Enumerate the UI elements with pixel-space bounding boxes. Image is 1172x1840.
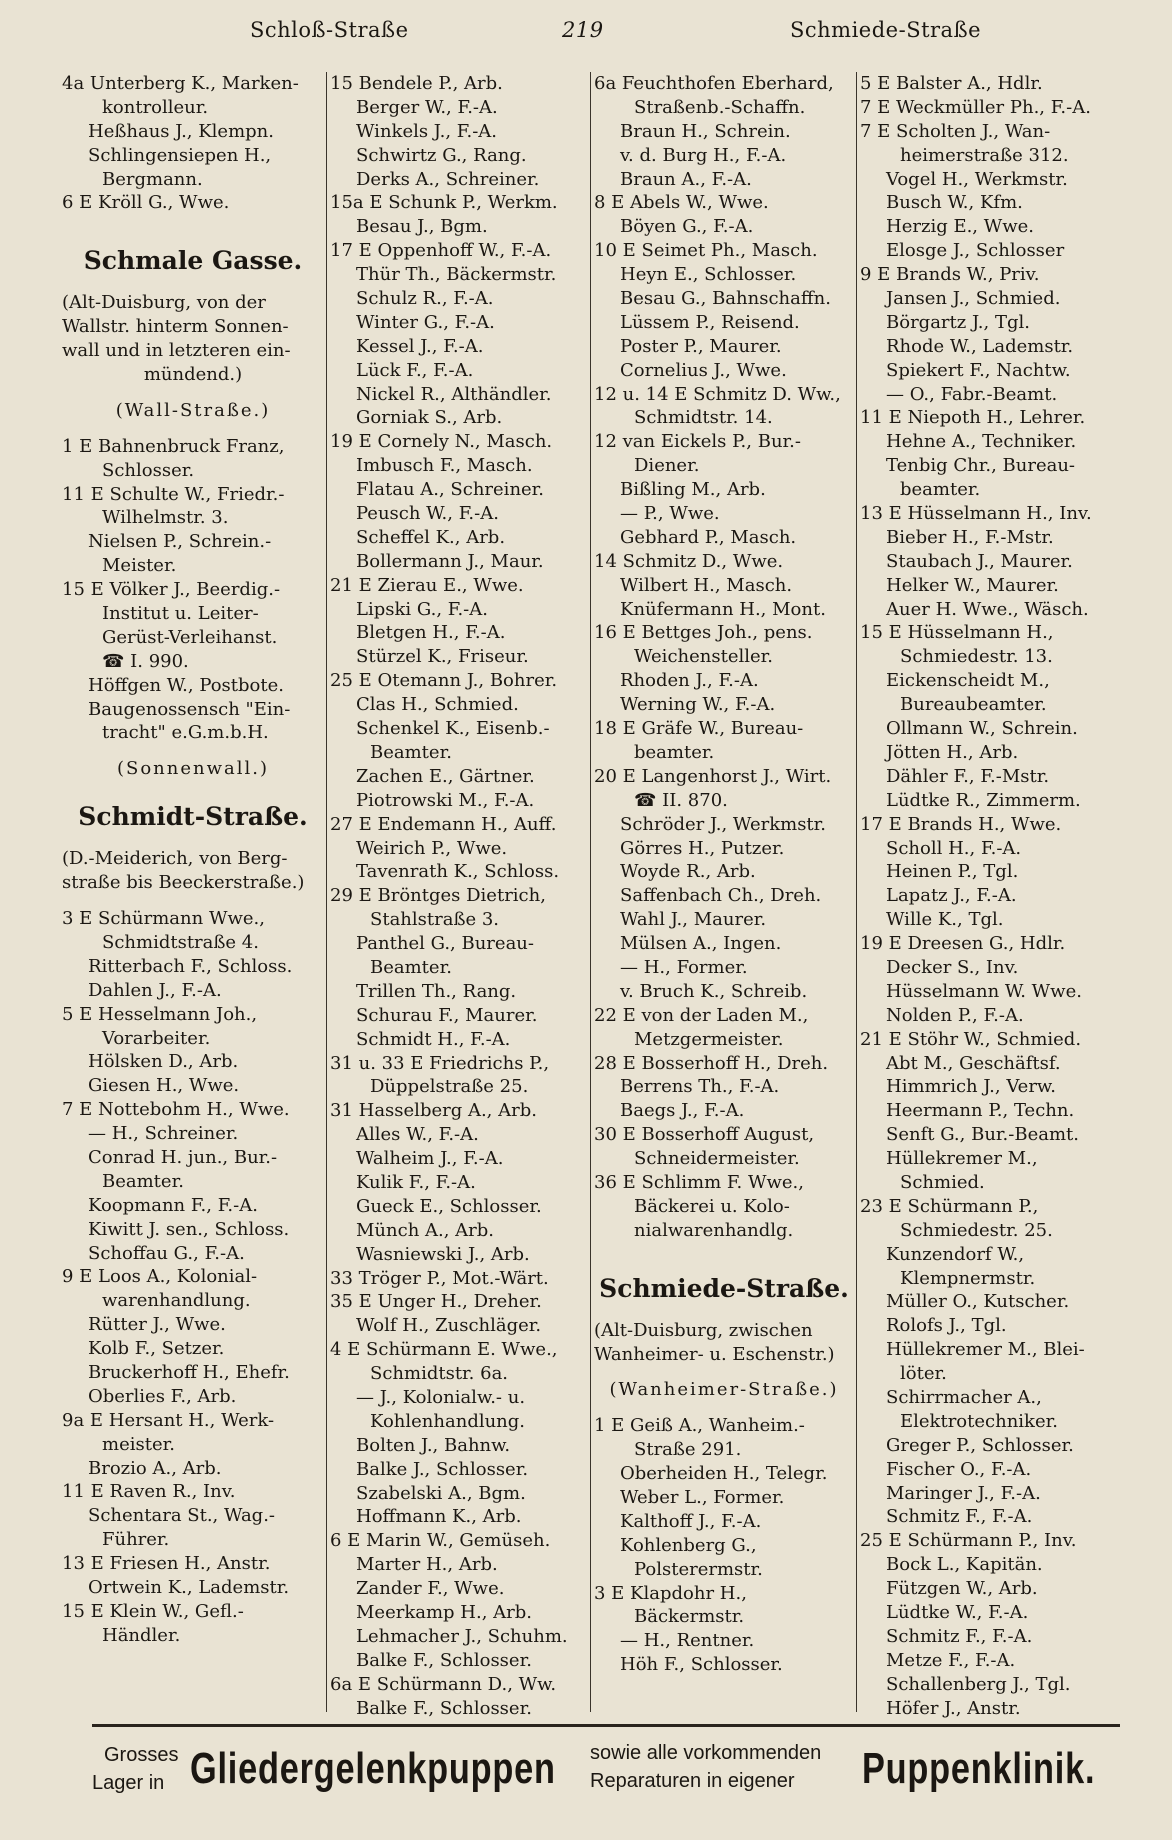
directory-entry-line: Staubach J., Maurer.	[886, 550, 1073, 572]
directory-entry-line: ☎ II. 870.	[634, 789, 728, 811]
directory-entry-line: Besau G., Bahnschaffn.	[620, 288, 831, 310]
directory-entry-line: v. d. Burg H., F.-A.	[620, 144, 787, 166]
directory-entry-line: Greger P., Schlosser.	[886, 1434, 1074, 1456]
directory-entry-line: Senft G., Bur.-Beamt.	[886, 1124, 1079, 1146]
directory-entry-line: tracht" e.G.m.b.H.	[102, 722, 269, 744]
directory-entry-line: v. Bruch K., Schreib.	[620, 980, 808, 1002]
directory-entry-line: wall und in letzteren ein-	[62, 340, 291, 362]
directory-entry-line: Hehne A., Techniker.	[886, 431, 1077, 453]
directory-entry-line: Nielsen P., Schrein.-	[88, 531, 272, 553]
directory-entry-line: Hüllekremer M., Blei-	[886, 1339, 1085, 1361]
directory-entry-line: Braun A., F.-A.	[620, 168, 752, 190]
directory-entry-line: Metzgermeister.	[634, 1028, 784, 1050]
directory-entry-line: mündend.)	[143, 364, 243, 386]
directory-entry-line: 29 E Bröntges Dietrich,	[330, 885, 546, 907]
directory-entry-line: Meerkamp H., Arb.	[356, 1602, 533, 1623]
directory-entry-line: 9 E Brands W., Priv.	[860, 264, 1040, 286]
directory-entry-line: Scholl H., F.-A.	[886, 837, 1022, 859]
directory-entry-line: Weirich P., Wwe.	[356, 837, 508, 859]
directory-entry-line: — J., Kolonialw.- u.	[356, 1386, 526, 1408]
directory-entry-line: Heyn E., Schlosser.	[620, 264, 797, 286]
directory-entry-line: Bock L., Kapitän.	[886, 1554, 1043, 1576]
directory-entry-line: 31 Hasselberg A., Arb.	[330, 1100, 537, 1122]
directory-entry-line: Wolf H., Zuschläger.	[356, 1315, 542, 1337]
directory-entry-line: Spiekert F., Nachtw.	[886, 359, 1071, 381]
directory-entry-line: 12 van Eickels P., Bur.-	[594, 431, 801, 453]
directory-entry-line: Schenkel K., Eisenb.-	[356, 718, 550, 740]
directory-entry-line: Klempnermstr.	[900, 1267, 1036, 1289]
directory-entry-line: beamter.	[900, 479, 981, 501]
directory-entry-line: 13 E Hüsselmann H., Inv.	[860, 503, 1092, 525]
directory-entry-line: 15 E Völker J., Beerdig.-	[62, 579, 281, 601]
ad-gliedergelenkpuppen: Gliedergelenkpuppen	[190, 1744, 556, 1793]
directory-entry-line: (Wanheimer-Straße.)	[609, 1379, 839, 1401]
directory-entry-line: Müller O., Kutscher.	[886, 1291, 1070, 1313]
directory-entry-line: Schoffau G., F.-A.	[88, 1242, 245, 1264]
directory-entry-line: — H., Rentner.	[620, 1630, 755, 1652]
directory-entry-line: Beamter.	[370, 956, 452, 978]
spacer	[62, 835, 324, 847]
directory-entry-line: Bruckerhoff H., Ehefr.	[88, 1361, 290, 1383]
directory-entry-line: 36 E Schlimm F. Wwe.,	[594, 1171, 804, 1193]
directory-entry-line: Brozio A., Arb.	[88, 1457, 222, 1479]
directory-entry-line: 33 Tröger P., Mot.-Wärt.	[330, 1267, 549, 1289]
spacer	[62, 279, 324, 291]
street-heading: Schmiede-Straße.	[599, 1273, 849, 1303]
directory-entry-line: Vogel H., Werkmstr.	[886, 168, 1068, 190]
directory-entry-line: Ortwein K., Lademstr.	[88, 1576, 290, 1598]
directory-entry-line: Börgartz J., Tgl.	[886, 311, 1030, 333]
directory-entry-line: Busch W., Kfm.	[886, 192, 1023, 214]
directory-entry-line: Schurau F., Maurer.	[356, 1004, 538, 1026]
directory-entry-line: Bergmann.	[102, 168, 203, 190]
directory-entry-line: Oberheiden H., Telegr.	[620, 1463, 828, 1485]
directory-entry-line: Helker W., Maurer.	[886, 574, 1059, 596]
directory-entry-line: Rütter J., Wwe.	[88, 1314, 226, 1336]
directory-entry-line: Wahl J., Maurer.	[620, 909, 767, 931]
directory-entry-line: löter.	[900, 1363, 947, 1385]
directory-entry-line: 1 E Geiß A., Wanheim.-	[594, 1415, 805, 1437]
directory-entry-line: Schmidtstr. 14.	[634, 407, 773, 429]
directory-entry-line: Jansen J., Schmied.	[886, 288, 1061, 310]
directory-entry-line: — H., Schreiner.	[88, 1123, 239, 1145]
directory-entry-line: Ritterbach F., Schloss.	[88, 955, 293, 977]
directory-entry-line: Metze F., F.-A.	[886, 1649, 1016, 1671]
directory-entry-line: Panthel G., Bureau-	[356, 933, 534, 955]
ad-sowie: sowie alle vorkommenden	[590, 1742, 822, 1764]
directory-entry-line: Schmidtstr. 6a.	[370, 1363, 509, 1385]
directory-entry-line: nialwarenhandlg.	[634, 1219, 794, 1241]
directory-entry-line: Vorarbeiter.	[102, 1027, 211, 1049]
column-divider	[590, 72, 591, 1712]
directory-entry-line: 10 E Seimet Ph., Masch.	[594, 240, 818, 262]
directory-entry-line: Hoffmann K., Arb.	[356, 1506, 522, 1528]
directory-entry-line: Höffgen W., Postbote.	[88, 674, 284, 696]
street-heading: Schmale Gasse.	[83, 246, 303, 276]
directory-entry-line: 21 E Zierau E., Wwe.	[330, 574, 524, 596]
directory-entry-line: Polsterermstr.	[634, 1558, 763, 1580]
directory-entry-line: Thür Th., Bäckermstr.	[356, 264, 557, 286]
directory-entry-line: Rhoden J., F.-A.	[620, 670, 759, 692]
header-left-street: Schloß-Straße	[250, 18, 409, 42]
directory-entry-line: heimerstraße 312.	[900, 144, 1069, 166]
spacer	[62, 387, 324, 399]
directory-entry-line: Bletgen H., F.-A.	[356, 622, 506, 644]
directory-entry-line: Wille K., Tgl.	[886, 909, 1004, 931]
directory-entry-line: ☎ I. 990.	[102, 650, 189, 672]
directory-entry-line: Jötten H., Arb.	[886, 741, 1019, 763]
directory-entry-line: — H., Former.	[620, 956, 748, 978]
directory-entry-line: Höfer J., Anstr.	[886, 1697, 1021, 1719]
directory-entry-line: Bureaubeamter.	[900, 694, 1047, 716]
directory-entry-line: 30 E Bosserhoff August,	[594, 1124, 815, 1146]
directory-entry-line: Kohlenhandlung.	[370, 1410, 526, 1432]
directory-entry-line: Gorniak S., Arb.	[356, 407, 503, 429]
directory-entry-line: Schmitz F., F.-A.	[886, 1625, 1033, 1647]
directory-entry-line: Imbusch F., Masch.	[356, 455, 533, 477]
directory-entry-line: Böyen G., F.-A.	[620, 216, 754, 238]
directory-entry-line: 8 E Abels W., Wwe.	[594, 192, 769, 214]
directory-entry-line: Elektrotechniker.	[900, 1410, 1058, 1432]
directory-entry-line: Lüssem P., Reisend.	[620, 311, 800, 333]
directory-entry-line: 15a E Schunk P., Werkm.	[330, 192, 558, 214]
column-4	[860, 72, 1122, 1720]
directory-entry-line: — P., Wwe.	[620, 503, 720, 525]
directory-entry-line: 25 E Otemann J., Bohrer.	[330, 670, 558, 692]
directory-entry-line: Hüsselmann W. Wwe.	[886, 980, 1082, 1002]
directory-entry-line: 3 E Schürmann Wwe.,	[62, 908, 265, 930]
advertisement-footer	[92, 1738, 1120, 1818]
directory-entry-line: Koopmann F., F.-A.	[88, 1194, 258, 1216]
directory-entry-line: 11 E Niepoth H., Lehrer.	[860, 407, 1086, 429]
page-number: 219	[562, 18, 604, 42]
directory-entry-line: 7 E Scholten J., Wan-	[860, 120, 1051, 142]
directory-entry-line: Herzig E., Wwe.	[886, 216, 1035, 238]
directory-entry-line: 17 E Brands H., Wwe.	[860, 813, 1062, 835]
spacer	[62, 895, 324, 907]
directory-entry-line: 6 E Marin W., Gemüseh.	[330, 1530, 551, 1552]
directory-entry-line: Scheffel K., Arb.	[356, 526, 506, 548]
directory-entry-line: 31 u. 33 E Friedrichs P.,	[330, 1052, 550, 1074]
column-divider	[326, 72, 327, 1712]
directory-entry-line: Mülsen A., Ingen.	[620, 933, 782, 955]
directory-entry-line: Nolden P., F.-A.	[886, 1004, 1024, 1026]
directory-entry-line: Münch A., Arb.	[356, 1219, 495, 1241]
directory-entry-line: Zachen E., Gärtner.	[356, 765, 535, 787]
directory-entry-line: Woyde R., Arb.	[620, 861, 756, 883]
directory-entry-line: Händler.	[102, 1624, 181, 1646]
directory-entry-line: Berrens Th., F.-A.	[620, 1076, 780, 1098]
directory-entry-line: Schwirtz G., Rang.	[356, 144, 527, 166]
directory-entry-line: warenhandlung.	[102, 1290, 251, 1312]
directory-entry-line: 15 E Klein W., Gefl.-	[62, 1600, 244, 1622]
directory-entry-line: 21 E Stöhr W., Schmied.	[860, 1028, 1082, 1050]
directory-entry-line: 14 Schmitz D., Wwe.	[594, 550, 784, 572]
directory-entry-line: 11 E Schulte W., Friedr.-	[62, 483, 285, 505]
directory-entry-line: 22 E von der Laden M.,	[594, 1004, 809, 1026]
spacer	[62, 781, 324, 793]
directory-entry-line: 35 E Unger H., Dreher.	[330, 1291, 542, 1313]
directory-entry-line: Kunzendorf W.,	[886, 1243, 1025, 1265]
directory-entry-line: (Alt-Duisburg, zwischen	[594, 1319, 813, 1341]
directory-entry-line: Schlosser.	[102, 459, 195, 481]
directory-entry-line: Poster P., Maurer.	[620, 335, 782, 357]
directory-entry-line: Balke J., Schlosser.	[356, 1458, 529, 1480]
column-3	[594, 72, 854, 1677]
directory-entry-line: Wanheimer- u. Eschenstr.)	[594, 1343, 835, 1365]
directory-entry-line: 6a Feuchthofen Eberhard,	[594, 73, 834, 94]
directory-entry-line: Kulik F., F.-A.	[356, 1171, 476, 1193]
directory-entry-line: 23 E Schürmann P.,	[860, 1195, 1039, 1217]
directory-entry-line: Schulz R., F.-A.	[356, 288, 494, 310]
directory-entry-line: Heermann P., Techn.	[886, 1100, 1075, 1122]
directory-entry-line: Hölsken D., Arb.	[88, 1051, 239, 1073]
directory-entry-line: Lüdtke R., Zimmerm.	[886, 789, 1081, 811]
directory-entry-line: Alles W., F.-A.	[356, 1124, 479, 1146]
directory-entry-line: Elosge J., Schlosser	[886, 240, 1065, 262]
directory-entry-line: Kohlenberg G.,	[620, 1534, 757, 1556]
directory-entry-line: 9a E Hersant H., Werk-	[62, 1409, 275, 1431]
directory-entry-line: Straße 291.	[634, 1439, 742, 1461]
directory-entry-line: Stahlstraße 3.	[370, 909, 500, 931]
directory-entry-line: (Wall-Straße.)	[115, 399, 271, 421]
directory-entry-line: Kolb F., Setzer.	[88, 1338, 225, 1360]
directory-entry-line: Zander F., Wwe.	[356, 1578, 505, 1600]
directory-entry-line: Wallstr. hinterm Sonnen-	[62, 316, 289, 338]
directory-entry-line: (D.-Meiderich, von Berg-	[62, 848, 288, 870]
header-right-street: Schmiede-Straße	[790, 18, 982, 42]
directory-entry-line: Wilhelmstr. 3.	[102, 507, 229, 529]
directory-entry-line: Schmiedestr. 13.	[900, 646, 1053, 668]
directory-entry-line: Straßenb.-Schaffn.	[634, 96, 806, 118]
directory-entry-line: Kessel J., F.-A.	[356, 335, 484, 357]
directory-entry-line: Schentara St., Wag.-	[88, 1505, 275, 1527]
directory-entry-line: Wilbert H., Masch.	[620, 574, 793, 596]
directory-entry-line: Lipski G., F.-A.	[356, 598, 488, 620]
directory-entry-line: Derks A., Schreiner.	[356, 168, 540, 190]
directory-entry-line: Wasniewski J., Arb.	[356, 1243, 530, 1265]
directory-entry-line: Schmitz F., F.-A.	[886, 1506, 1033, 1528]
directory-entry-line: Görres H., Putzer.	[620, 837, 785, 859]
footer-rule	[92, 1724, 1120, 1727]
directory-entry-line: Oberlies F., Arb.	[88, 1385, 237, 1407]
directory-entry-line: 19 E Dreesen G., Hdlr.	[860, 933, 1066, 955]
directory-entry-line: Meister.	[102, 555, 177, 577]
directory-entry-line: Schmidtstraße 4.	[102, 931, 259, 953]
directory-entry-line: 12 u. 14 E Schmitz D. Ww.,	[594, 383, 841, 405]
directory-entry-line: Ollmann W., Schrein.	[886, 718, 1078, 740]
directory-entry-line: Diener.	[634, 455, 700, 477]
directory-entry-line: Eickenscheidt M.,	[886, 670, 1050, 692]
directory-entry-line: Schmidt H., F.-A.	[356, 1028, 511, 1050]
directory-entry-line: Decker S., Inv.	[886, 956, 1019, 978]
directory-entry-line: Winkels J., F.-A.	[356, 120, 498, 142]
directory-entry-line: 27 E Endemann H., Auff.	[330, 813, 557, 835]
spacer	[62, 423, 324, 435]
directory-entry-line: Peusch W., F.-A.	[356, 503, 499, 525]
directory-entry-line: Auer H. Wwe., Wäsch.	[886, 598, 1089, 620]
directory-entry-line: Werning W., F.-A.	[620, 694, 776, 716]
column-divider	[856, 72, 857, 1712]
directory-entry-line: Schneidermeister.	[634, 1148, 800, 1170]
directory-entry-line: Kiwitt J. sen., Schloss.	[88, 1218, 290, 1240]
directory-entry-line: Schallenberg J., Tgl.	[886, 1673, 1071, 1695]
directory-entry-line: Hüllekremer M.,	[886, 1148, 1038, 1170]
directory-entry-line: Führer.	[102, 1529, 170, 1551]
ad-reparaturen: Reparaturen in eigener	[590, 1770, 795, 1792]
directory-entry-line: Höh F., Schlosser.	[620, 1654, 783, 1676]
directory-entry-line: beamter.	[634, 741, 715, 763]
directory-entry-line: 5 E Balster A., Hdlr.	[860, 73, 1043, 94]
directory-entry-line: — O., Fabr.-Beamt.	[886, 383, 1058, 405]
directory-entry-line: 6a E Schürmann D., Ww.	[330, 1673, 557, 1695]
directory-entry-line: Bißling M., Arb.	[620, 479, 766, 501]
directory-entry-line: Gebhard P., Masch.	[620, 526, 797, 548]
directory-entry-line: Institut u. Leiter-	[102, 603, 259, 625]
directory-entry-line: 15 Bendele P., Arb.	[330, 73, 503, 94]
directory-entry-line: Bieber H., F.-Mstr.	[886, 526, 1054, 548]
directory-entry-line: 5 E Hesselmann Joh.,	[62, 1003, 258, 1025]
directory-entry-line: Giesen H., Wwe.	[88, 1075, 240, 1097]
directory-entry-line: Schirrmacher A.,	[886, 1386, 1042, 1408]
directory-entry-line: Walheim J., F.-A.	[356, 1148, 504, 1170]
directory-entry-line: Heßhaus J., Klempn.	[88, 120, 274, 142]
directory-entry-line: Fützgen W., Arb.	[886, 1578, 1038, 1600]
directory-entry-line: Himmrich J., Verw.	[886, 1076, 1056, 1098]
directory-entry-line: 6 E Kröll G., Wwe.	[62, 192, 230, 214]
directory-entry-line: Saffenbach Ch., Dreh.	[620, 885, 822, 907]
directory-entry-line: Marter H., Arb.	[356, 1554, 498, 1576]
spacer	[594, 1243, 854, 1265]
directory-entry-line: Schmied.	[900, 1171, 985, 1193]
directory-entry-line: Tenbig Chr., Bureau-	[886, 455, 1076, 477]
directory-entry-line: kontrolleur.	[102, 96, 209, 118]
directory-entry-line: 11 E Raven R., Inv.	[62, 1481, 236, 1503]
directory-entry-line: Conrad H. jun., Bur.-	[88, 1146, 278, 1168]
ad-lager: Lager in	[92, 1772, 165, 1794]
directory-entry-line: Baugenossensch "Ein-	[88, 698, 291, 720]
directory-entry-line: Braun H., Schrein.	[620, 120, 791, 142]
spacer	[62, 215, 324, 237]
directory-entry-line: 15 E Hüsselmann H.,	[860, 622, 1054, 644]
directory-entry-line: 13 E Friesen H., Anstr.	[62, 1553, 271, 1575]
spacer	[594, 1366, 854, 1378]
directory-entry-line: 19 E Cornely N., Masch.	[330, 431, 553, 453]
directory-entry-line: Clas H., Schmied.	[356, 694, 519, 716]
directory-entry-line: Düppelstraße 25.	[370, 1076, 529, 1098]
directory-entry-line: Kalthoff J., F.-A.	[620, 1510, 762, 1532]
directory-entry-line: Gerüst-Verleihanst.	[102, 626, 278, 648]
directory-entry-line: Rhode W., Lademstr.	[886, 335, 1074, 357]
street-heading: Schmidt-Straße.	[78, 802, 308, 832]
directory-entry-line: Heinen P., Tgl.	[886, 861, 1019, 883]
directory-entry-line: Lapatz J., F.-A.	[886, 885, 1017, 907]
directory-entry-line: Fischer O., F.-A.	[886, 1458, 1032, 1480]
directory-entry-line: Lehmacher J., Schuhm.	[356, 1625, 568, 1647]
directory-entry-line: Maringer J., F.-A.	[886, 1482, 1041, 1504]
directory-entry-line: Knüfermann H., Mont.	[620, 598, 826, 620]
directory-entry-line: 4 E Schürmann E. Wwe.,	[330, 1339, 558, 1361]
directory-entry-line: Lück F., F.-A.	[356, 359, 474, 381]
directory-entry-line: 20 E Langenhorst J., Wirt.	[594, 765, 832, 787]
directory-entry-line: 18 E Gräfe W., Bureau-	[594, 718, 804, 740]
directory-entry-line: (Sonnenwall.)	[116, 758, 270, 780]
directory-entry-line: 7 E Weckmüller Ph., F.-A.	[860, 96, 1091, 118]
directory-entry-line: Cornelius J., Wwe.	[620, 359, 787, 381]
directory-entry-line: Nickel R., Althändler.	[356, 383, 552, 405]
directory-entry-line: Besau J., Bgm.	[356, 216, 488, 238]
ad-grosses: Grosses	[104, 1744, 179, 1766]
ad-puppenklinik: Puppenklinik.	[862, 1744, 1096, 1793]
directory-entry-line: Dahlen J., F.-A.	[88, 979, 222, 1001]
directory-entry-line: 7 E Nottebohm H., Wwe.	[62, 1099, 290, 1121]
directory-entry-line: 17 E Oppenhoff W., F.-A.	[330, 240, 552, 262]
directory-entry-line: Abt M., Geschäftsf.	[886, 1052, 1061, 1074]
directory-entry-line: 4a Unterberg K., Marken-	[62, 73, 299, 94]
spacer	[594, 1402, 854, 1414]
directory-entry-line: Berger W., F.-A.	[356, 96, 498, 118]
directory-entry-line: Szabelski A., Bgm.	[356, 1482, 526, 1504]
directory-entry-line: 9 E Loos A., Kolonial-	[62, 1266, 258, 1288]
spacer	[62, 745, 324, 757]
spacer	[594, 1307, 854, 1319]
directory-entry-line: Schmiedestr. 25.	[900, 1219, 1053, 1241]
directory-entry-line: Lüdtke W., F.-A.	[886, 1602, 1029, 1623]
directory-entry-line: Weber L., Former.	[620, 1486, 785, 1508]
directory-entry-line: Piotrowski M., F.-A.	[356, 789, 535, 811]
directory-entry-line: Balke F., Schlosser.	[356, 1697, 532, 1719]
directory-entry-line: straße bis Beeckerstraße.)	[62, 872, 305, 894]
directory-entry-line: 16 E Bettges Joh., pens.	[594, 622, 813, 644]
directory-entry-line: Baegs J., F.-A.	[620, 1100, 745, 1122]
directory-entry-line: meister.	[102, 1433, 175, 1455]
directory-entry-line: Beamter.	[102, 1170, 184, 1192]
directory-entry-line: 1 E Bahnenbruck Franz,	[62, 435, 285, 457]
directory-entry-line: Balke F., Schlosser.	[356, 1649, 532, 1671]
directory-entry-line: Schröder J., Werkmstr.	[620, 813, 827, 835]
directory-entry-line: Bäckermstr.	[634, 1606, 745, 1628]
directory-entry-line: Gueck E., Schlosser.	[356, 1195, 542, 1217]
directory-entry-line: Tavenrath K., Schloss.	[356, 861, 560, 883]
directory-entry-line: Trillen Th., Rang.	[356, 980, 517, 1002]
column-2	[330, 72, 588, 1720]
directory-entry-line: Bäckerei u. Kolo-	[634, 1195, 790, 1217]
directory-entry-line: Bolten J., Bahnw.	[356, 1434, 511, 1456]
directory-entry-line: Stürzel K., Friseur.	[356, 646, 529, 668]
directory-entry-line: Bollermann J., Maur.	[356, 550, 544, 572]
directory-entry-line: Winter G., F.-A.	[356, 311, 495, 333]
directory-entry-line: Beamter.	[370, 741, 452, 763]
directory-entry-line: 28 E Bosserhoff H., Dreh.	[594, 1052, 829, 1074]
directory-entry-line: Rolofs J., Tgl.	[886, 1315, 1007, 1337]
directory-entry-line: Schlingensiepen H.,	[88, 144, 272, 166]
directory-entry-line: 25 E Schürmann P., Inv.	[860, 1530, 1077, 1552]
column-1	[62, 72, 324, 1648]
directory-entry-line: Flatau A., Schreiner.	[356, 479, 545, 501]
directory-entry-line: (Alt-Duisburg, von der	[62, 292, 266, 314]
directory-entry-line: 3 E Klapdohr H.,	[594, 1582, 747, 1604]
directory-entry-line: Dähler F., F.-Mstr.	[886, 765, 1050, 787]
directory-entry-line: Weichensteller.	[634, 646, 773, 668]
